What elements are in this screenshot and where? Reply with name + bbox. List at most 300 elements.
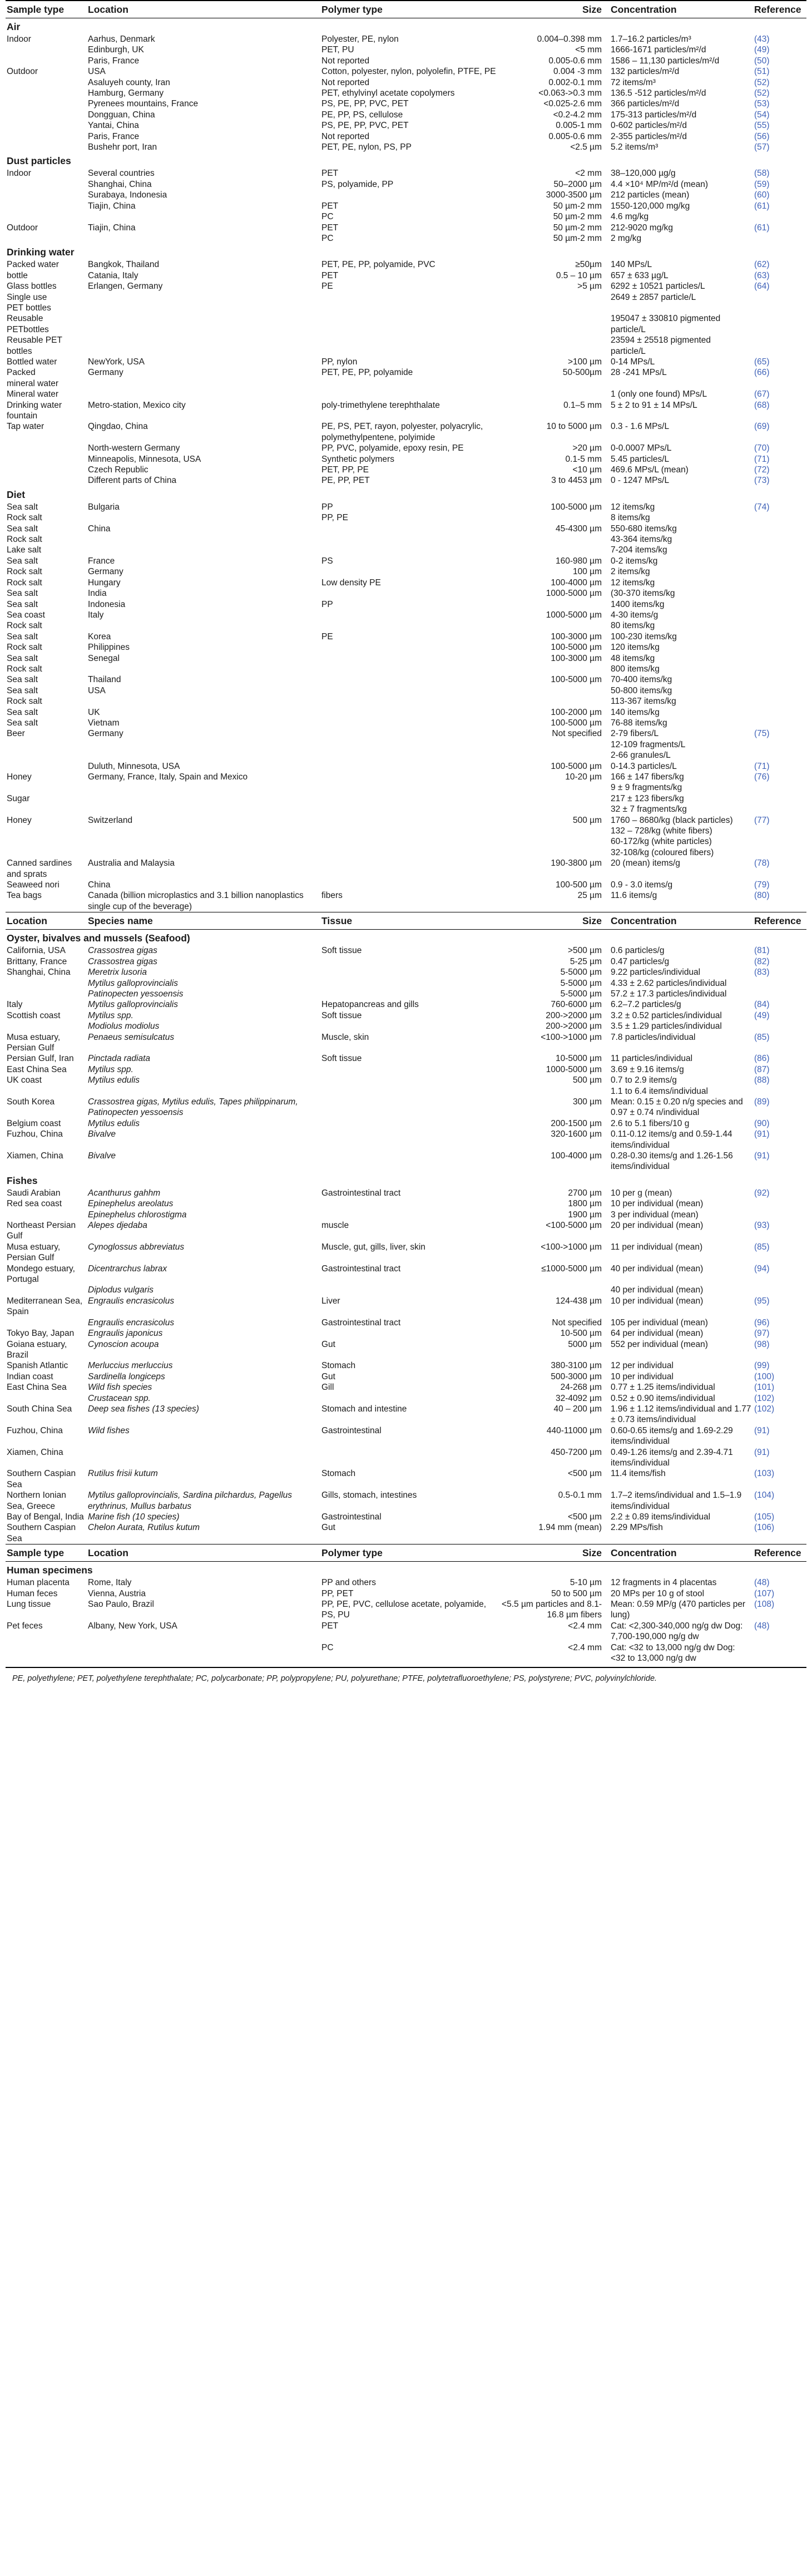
table-cell: Asaluyeh county, Iran [88,77,170,87]
table-row [6,524,806,534]
table-cell: North-western Germany [88,443,180,453]
table-cell: 3 per individual (mean) [611,1210,699,1220]
table-cell: Gut [321,1371,335,1381]
table-cell: 100-500 µm [555,880,602,890]
table-cell [320,378,498,389]
table-row [6,653,806,664]
table-cell: Sea salt [7,599,38,609]
table-cell: 0.5-0.1 mm [558,1491,602,1501]
column-header: Location [87,1,320,18]
table-cell: PC [321,233,334,243]
table-cell: Xiamen, China [7,1151,63,1161]
table-row [6,685,806,696]
table-cell: Rock salt [7,664,42,674]
table-cell: Rock salt [7,643,42,653]
table-cell: 5-5000 µm [560,968,602,978]
table-cell [320,411,498,421]
table-cell [610,411,753,421]
table-cell [320,324,498,335]
table-cell [753,674,806,685]
table-cell: Sea salt [7,685,38,695]
table-cell: Indoor [7,34,31,44]
table-cell [6,1642,87,1664]
table-cell [753,588,806,599]
table-cell: PET, PE, PP, polyamide, PVC [321,260,435,270]
table-cell: Indonesia [88,599,126,609]
table-row [6,578,806,588]
table-cell: (49) [754,45,770,55]
table-cell [320,524,498,534]
table-cell [498,545,610,555]
table-cell [6,761,87,772]
table-row [6,1642,806,1664]
table-cell: Metro-station, Mexico city [88,400,186,410]
table-row [6,761,806,772]
table-row [6,1447,806,1469]
table-cell [320,761,498,772]
table-cell: 2.2 ± 0.89 items/individual [611,1512,711,1522]
table-cell: 1900 µm [568,1210,602,1220]
table-row [6,77,806,88]
table-cell: 11.4 items/fish [611,1469,666,1479]
section-heading-row [6,1562,806,1578]
table-cell: 0.7 to 2.9 items/g [611,1075,677,1085]
table-cell: 469.6 MPs/L (mean) [611,465,689,475]
table-cell [6,233,87,244]
section-heading: Fishes [7,1175,38,1186]
section-heading-row [6,244,806,259]
table-cell: 12 items/kg [611,502,655,512]
table-cell: (30-370 items/kg [611,589,675,599]
table-cell [87,782,320,793]
table-cell: East China Sea [7,1383,67,1393]
table-cell [320,782,498,793]
table-cell: Senegal [88,653,120,663]
table-cell: 100-230 items/kg [611,631,677,641]
table-cell: Cynoscion acoupa [88,1339,159,1349]
table-cell [498,411,610,421]
table-cell [6,750,87,761]
table-cell [320,292,498,303]
table-cell: Lake salt [7,545,42,555]
table-row [6,599,806,610]
table-row [6,1328,806,1339]
table-row [6,1404,806,1425]
table-cell: USA [88,67,106,77]
table-cell [610,303,753,313]
table-cell [320,815,498,826]
table-row [6,66,806,77]
table-cell [87,346,320,357]
table-row [6,421,806,443]
table-cell [498,685,610,696]
table-cell: PP, PE [321,513,348,523]
table-cell [753,804,806,815]
column-header: Polymer type [320,1,498,18]
table-cell: (70) [754,443,770,453]
table-cell: Canned sardines and sprats [7,858,72,879]
table-cell [320,313,498,324]
table-cell [320,739,498,750]
table-row [6,502,806,512]
table-cell: Bay of Bengal, India [7,1512,84,1522]
table-row [6,454,806,465]
table-row [6,465,806,475]
table-cell: Gills, stomach, intestines [321,1491,417,1501]
section-heading: Air [7,21,21,32]
table-cell: Italy [7,1000,23,1010]
table-cell: Goiana estuary, Brazil [7,1339,67,1360]
table-cell: Honey [7,772,32,782]
table-row [6,1032,806,1054]
table-cell [320,1086,498,1097]
table-cell: Indoor [7,169,31,179]
table-row [6,728,806,739]
table-cell: 10 per individual (mean) [611,1199,704,1209]
table-cell: 300 µm [572,1097,602,1107]
table-cell [6,978,87,989]
table-cell: 0.28-0.30 items/g and 1.26-1.56 items/individual [611,1151,733,1172]
table-row [6,179,806,190]
table-cell: 5-5000 µm [560,978,602,988]
table-cell: 100-4000 µm [551,578,602,588]
table-cell: Dicentrarchus labrax [88,1264,167,1274]
table-cell [753,718,806,728]
table-cell: 195047 ± 330810 pigmented [611,314,721,324]
table-cell: Rome, Italy [88,1578,132,1588]
table-cell [753,989,806,999]
table-cell [6,1086,87,1097]
table-cell: 113-367 items/kg [611,697,676,707]
table-row [6,739,806,750]
table-cell: PE [321,631,333,641]
table-cell: (86) [754,1054,770,1064]
table-row [6,1512,806,1522]
table-cell: (88) [754,1075,770,1085]
table-cell: (97) [754,1329,770,1339]
table-cell [753,826,806,836]
table-cell: 12 fragments in 4 placentas [611,1578,717,1588]
table-cell: 50 to 500 µm [551,1588,602,1598]
table-cell: 4.33 ± 2.62 particles/individual [611,978,727,988]
table-cell: Pyrenees mountains, France [88,99,199,109]
table-cell: 5.2 items/m³ [611,142,658,152]
table-cell: (63) [754,270,770,280]
table-cell [320,1328,498,1339]
table-row [6,367,806,378]
table-cell: (79) [754,880,770,890]
table-cell [753,1285,806,1295]
table-cell: Lung tissue [7,1600,51,1610]
table-cell: Chelon Aurata, Rutilus kutum [88,1523,200,1533]
column-header: Size [498,912,610,930]
table-cell [6,739,87,750]
table-cell: California, USA [7,946,66,956]
section-heading-row [6,152,806,168]
table-row [6,772,806,782]
table-cell: 50 µm-2 mm [553,201,602,211]
table-cell: 23594 ± 25518 pigmented [611,335,711,346]
table-cell [320,836,498,847]
table-cell [6,804,87,815]
table-cell: Northeast Persian Gulf [7,1221,76,1241]
table-cell: Gastrointestinal [321,1425,382,1435]
table-row [6,211,806,222]
column-header: Sample type [6,1544,87,1562]
table-cell [753,847,806,858]
table-cell [6,1021,87,1032]
table-cell [320,696,498,707]
table-row [6,826,806,836]
table-cell [753,739,806,750]
table-row [6,110,806,120]
table-cell: Southern Caspian Sea [7,1523,76,1543]
table-cell: Mytilus galloprovincialis [88,1000,178,1010]
table-cell: (50) [754,56,770,66]
table-row [6,1425,806,1447]
table-cell: 10 per individual [611,1371,674,1381]
table-cell: 1666-1671 particles/m²/d [611,45,706,55]
table-cell: 100-5000 µm [551,675,602,685]
table-cell [320,685,498,696]
table-cell: <10 µm [572,465,602,475]
table-cell: Soft tissue [321,946,362,956]
table-cell: Bivalve [88,1129,116,1139]
table-cell: 0.49-1.26 items/g and 2.39-4.71 items/individual [611,1447,733,1468]
table-cell [320,653,498,664]
table-cell: 0.6 particles/g [611,946,665,956]
table-cell: >20 µm [572,443,602,453]
table-cell: Duluth, Minnesota, USA [88,761,180,771]
table-cell: (85) [754,1242,770,1252]
table-cell: Cat: <2,300-340,000 ng/g dw Dog: 7,700-190,000 ng/g dw [611,1621,743,1642]
table-cell: (49) [754,1010,770,1020]
table-cell: Sardinella longiceps [88,1371,165,1381]
table-row [6,1188,806,1198]
table-row [6,1577,806,1588]
section-heading-row [6,486,806,502]
table-cell: (43) [754,34,770,44]
table-cell [320,588,498,599]
table-cell: Muscle, gut, gills, liver, skin [321,1242,425,1252]
table-cell [753,620,806,631]
table-cell [6,826,87,836]
table-cell [320,620,498,631]
table-cell: (99) [754,1361,770,1371]
table-cell: Hamburg, Germany [88,88,164,98]
table-cell: Germany [88,368,123,378]
table-cell: 0.52 ± 0.90 items/individual [611,1393,715,1403]
table-cell: Yantai, China [88,121,139,131]
table-cell: Brittany, France [7,956,67,966]
table-cell: Rock salt [7,535,42,545]
table-cell: (92) [754,1188,770,1198]
table-cell [753,696,806,707]
table-cell: 1000-5000 µm [546,589,602,599]
table-cell: China [88,524,111,534]
table-cell [320,674,498,685]
table-cell [753,313,806,324]
table-cell: Rock salt [7,621,42,631]
table-cell [753,303,806,313]
table-cell: (82) [754,956,770,966]
table-cell [753,782,806,793]
table-row [6,890,806,912]
table-cell: Soft tissue [321,1054,362,1064]
table-cell: 217 ± 123 fibers/kg [611,793,684,803]
table-cell: 320-1600 µm [551,1129,602,1139]
table-cell: particle/L [611,346,646,356]
table-cell [320,1075,498,1085]
table-cell: Outdoor [7,67,38,77]
table-cell: 5-25 µm [570,956,602,966]
table-cell: 2 items/kg [611,567,650,577]
table-cell [87,389,320,399]
table-cell: PP, PE, PVC, cellulose acetate, polyamide, PS, PU [321,1600,487,1620]
table-cell: (71) [754,454,770,464]
table-cell [320,1064,498,1075]
table-cell: Wild fishes [88,1425,130,1435]
table-cell: 2.6 to 5.1 fibers/10 g [611,1118,690,1128]
table-row [6,1621,806,1642]
table-cell [6,201,87,211]
table-cell: 100-3000 µm [551,653,602,663]
table-cell [87,620,320,631]
table-cell [753,211,806,222]
table-cell: PET [321,223,339,233]
table-cell: Germany, France, Italy, Spain and Mexico [88,772,248,782]
table-cell: Thailand [88,675,121,685]
table-cell: 100-2000 µm [551,707,602,717]
table-row [6,1097,806,1118]
table-cell [753,685,806,696]
table-cell: >100 µm [567,357,602,367]
table-cell [753,534,806,545]
table-cell: <5.5 µm particles and 8.1-16.8 µm fibers [502,1600,602,1620]
table-cell [320,610,498,620]
table-cell: 0.005-0.6 mm [548,56,602,66]
table-cell: Fuzhou, China [7,1129,63,1139]
table-cell: Mean: 0.59 MP/g (470 particles per lung) [611,1600,746,1620]
table-cell: Musa estuary, Persian Gulf [7,1032,61,1053]
table-cell: Beer [7,729,25,739]
table-cell [320,978,498,989]
table-cell [498,303,610,313]
table-cell [498,739,610,750]
table-cell: PET [321,201,339,211]
table-row [6,620,806,631]
table-cell: PET, PP, PE [321,465,369,475]
table-cell: NewYork, USA [88,357,145,367]
table-cell: Stomach [321,1361,356,1371]
table-cell [6,1210,87,1220]
table-cell: Canada (billion microplastics and 3.1 billion nanoplastics single cup of the beverage) [88,891,304,911]
table-cell [6,120,87,131]
table-cell [6,475,87,486]
table-row [6,1264,806,1285]
table-cell: 80 items/kg [611,621,655,631]
table-cell: 20 per individual (mean) [611,1221,704,1231]
table-cell: Belgium coast [7,1118,61,1128]
table-cell: 1400 items/kg [611,599,665,609]
table-cell: 0-602 particles/m²/d [611,121,687,131]
table-cell: Edinburgh, UK [88,45,144,55]
table-cell: Stomach and intestine [321,1404,407,1414]
table-cell: (52) [754,88,770,98]
table-cell [753,411,806,421]
table-cell: PC [321,1642,334,1652]
table-row [6,674,806,685]
table-cell: UK coast [7,1075,42,1085]
table-cell: 1760 – 8680/kg (black particles) [611,815,733,825]
column-header: Size [498,1,610,18]
table-cell: muscle [321,1221,349,1231]
table-cell: Polyester, PE, nylon [321,34,399,44]
table-cell: 0-14.3 particles/L [611,761,677,771]
table-cell: Aarhus, Denmark [88,34,155,44]
table-cell: PS, PE, PP, PVC, PET [321,121,409,131]
table-cell: Switzerland [88,815,133,825]
table-cell [320,772,498,782]
table-cell [498,1285,610,1295]
table-cell: USA [88,685,106,695]
table-cell [87,534,320,545]
table-cell [320,967,498,978]
table-cell: 32 ± 7 fragments/kg [611,805,687,815]
table-cell: 2-66 granules/L [611,751,671,761]
table-cell: Epinephelus areolatus [88,1199,174,1209]
table-cell [320,1021,498,1032]
table-row [6,190,806,200]
table-cell: 175-313 particles/m²/d [611,110,697,120]
table-cell [753,566,806,577]
table-cell: 28 -241 MPs/L [611,368,667,378]
table-cell [6,443,87,453]
table-cell: 64 per individual (mean) [611,1329,704,1339]
column-header: Polymer type [320,1544,498,1562]
table-cell: 10-20 µm [565,772,602,782]
section-heading-row [6,930,806,946]
table-cell: 100-5000 µm [551,718,602,728]
table-cell: mineral water [7,378,59,388]
table-cell: France [88,556,115,566]
table-cell [498,389,610,399]
table-cell: PE, PP, PET [321,476,370,486]
table-row [6,1210,806,1220]
table-cell [320,1097,498,1118]
table-cell: 500 µm [572,815,602,825]
table-cell: Stomach [321,1469,356,1479]
table-cell [87,739,320,750]
table-cell: South Korea [7,1097,55,1107]
table-cell: (57) [754,142,770,152]
table-cell: <100->1000 µm [541,1242,602,1252]
table-cell: 1 (only one found) MPs/L [611,389,707,399]
table-row [6,999,806,1010]
table-cell: 800 items/kg [611,664,660,674]
table-cell: (80) [754,891,770,901]
table-cell: 1000-5000 µm [546,610,602,620]
table-cell: (101) [754,1383,775,1393]
table-cell: 11 per individual (mean) [611,1242,703,1252]
table-cell: <100-5000 µm [546,1221,602,1231]
table-cell: Sea salt [7,707,38,717]
table-cell [87,1086,320,1097]
table-row [6,664,806,674]
table-cell: Hungary [88,578,121,588]
table-cell: 2649 ± 2857 particle/L [611,292,696,302]
table-cell: 100-5000 µm [551,502,602,512]
